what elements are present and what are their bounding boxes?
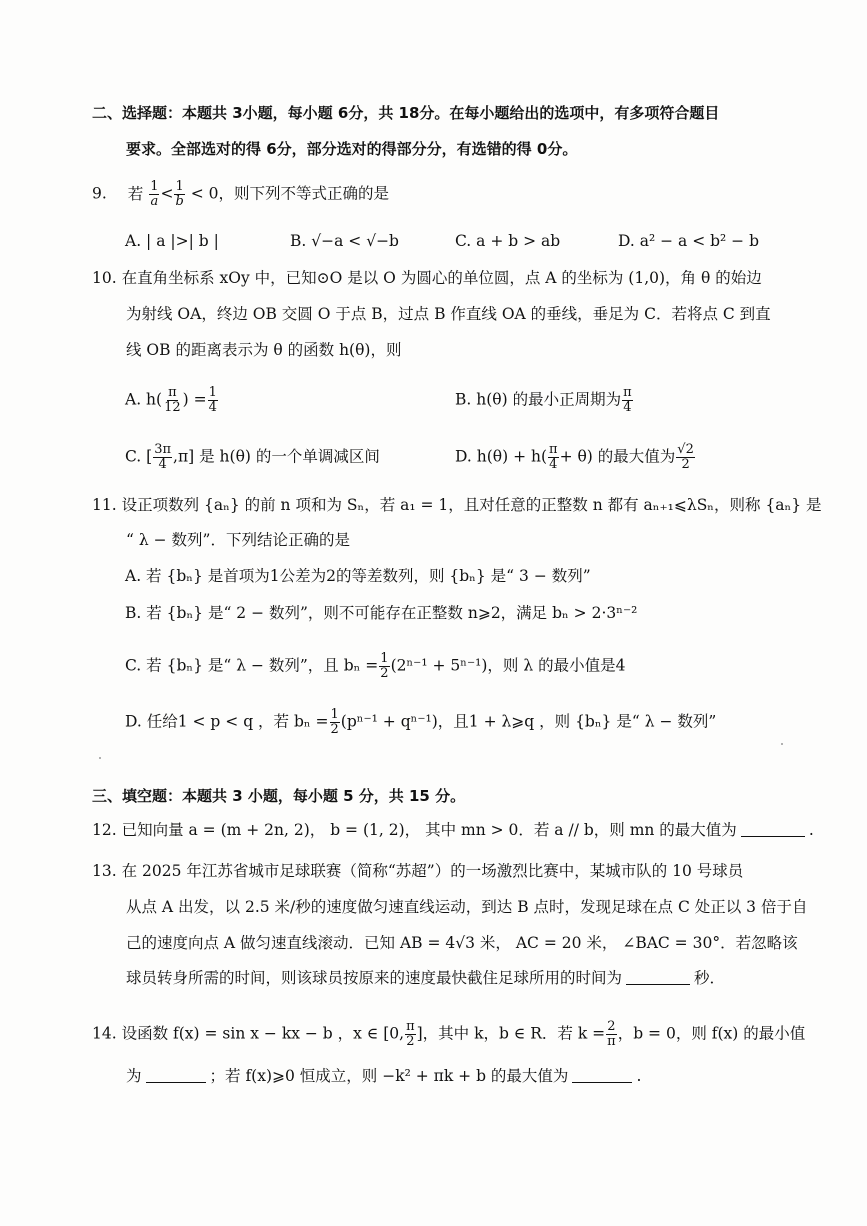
question-11-line-1: 11. 设正项数列 {aₙ} 的前 n 项和为 Sₙ，若 a₁ = 1，且对任意的正整数 n 都有 aₙ₊₁⩽λSₙ，则称 {aₙ} 是 — [92, 496, 822, 514]
section2-heading: 二、选择题：本题共 3小题，每小题 6分，共 18分。在每小题给出的选项中，有多项符合题目 — [92, 104, 720, 122]
question-10-line-1: 10. 在直角坐标系 xOy 中，已知⊙O 是以 O 为圆心的单位圆，点 A 的坐标为 (1,0)，角 θ 的始边 — [92, 269, 762, 287]
question-11-option-b: B. 若 {bₙ} 是“ 2 − 数列”，则不可能存在正整数 n⩾2，满足 bₙ > 2·3ⁿ⁻² — [125, 604, 638, 622]
question-13-line-3: 己的速度向点 A 做匀速直线滚动．已知 AB = 4√3 米， AC = 20 米， ∠BAC = 30°．若忽略该 — [126, 934, 798, 952]
section3-heading: 三、填空题：本题共 3 小题，每小题 5 分，共 15 分。 — [92, 787, 466, 805]
question-11-option-a: A. 若 {bₙ} 是首项为1公差为2的等差数列，则 {bₙ} 是“ 3 − 数列” — [125, 567, 591, 585]
question-9-option-a: A. | a |>| b | — [125, 232, 219, 250]
question-9-option-c: C. a + b > ab — [455, 232, 561, 250]
question-10-option-b: B. h(θ) 的最小正周期为 $\frac{\pi}{4}$ — [455, 385, 632, 415]
question-14-line-2: 为 ；若 f(x)⩾0 恒成立，则 −k² + πk + b 的最大值为 . — [126, 1067, 642, 1085]
answer-blank — [741, 822, 805, 837]
question-9-option-b: B. √−a < √−b — [290, 232, 399, 250]
answer-blank — [572, 1068, 632, 1083]
question-10-option-a: A. h( $\frac{\pi}{12}$ ) = $\frac{1}{4}$ — [125, 385, 217, 415]
question-11-option-c: C. 若 {bₙ} 是“ λ − 数列”，且 bₙ = $\frac{1}{2}$ (2ⁿ⁻¹ + 5ⁿ⁻¹)，则 λ 的最小值是4 — [125, 651, 626, 681]
question-13-line-1: 13. 在 2025 年江苏省城市足球联赛（简称“苏超”）的一场激烈比赛中，某城市队的 10 号球员 — [92, 862, 744, 880]
question-14-line-1: 14. 设函数 f(x) = sin x − kx − b ，x ∈ [0, $\frac{\pi}{2}$ ]，其中 k，b ∈ R．若 k = $\frac{2}{\pi}$ ，b = 0，则 f(x) 的最小值 — [92, 1019, 806, 1049]
answer-blank — [626, 970, 690, 985]
question-10-option-d: D. h(θ) + h( $\frac{\pi}{4}$ + θ) 的最大值为 $\frac{√2}{2}$ — [455, 442, 694, 472]
question-10-line-3: 线 OB 的距离表示为 θ 的函数 h(θ)，则 — [126, 341, 402, 359]
question-13-line-2: 从点 A 出发，以 2.5 米/秒的速度做匀速直线运动，到达 B 点时，发现足球在点 C 处正以 3 倍于自 — [126, 898, 808, 916]
fraction: $\frac{1}{b}$ — [175, 179, 184, 209]
question-10-line-2: 为射线 OA，终边 OB 交圆 O 于点 B，过点 B 作直线 OA 的垂线，垂足为 C．若将点 C 到直 — [126, 305, 771, 323]
scan-speck — [99, 757, 101, 759]
answer-blank — [146, 1068, 206, 1083]
question-11-option-d: D. 任给1 < p < q ，若 bₙ = $\frac{1}{2}$ (pⁿ⁻¹ + qⁿ⁻¹)，且1 + λ⩾q ，则 {bₙ} 是“ λ − 数列” — [125, 707, 717, 737]
question-9-option-d: D. a² − a < b² − b — [618, 232, 760, 250]
section2-instructions: 要求。全部选对的得 6分，部分选对的得部分分，有选错的得 0分。 — [126, 140, 578, 158]
question-9-stem: 9. 若 $\frac{1}{a}$ < $\frac{1}{b}$ < 0，则下列不等式正确的是 — [92, 179, 390, 209]
question-13-line-4: 球员转身所需的时间，则该球员按原来的速度最快截住足球所用的时间为 秒． — [126, 969, 726, 987]
fraction: $\frac{1}{a}$ — [150, 179, 159, 209]
question-10-option-c: C. [ $\frac{3\pi}{4}$ ,π] 是 h(θ) 的一个单调减区间 — [125, 442, 380, 472]
question-11-line-2: “ λ − 数列”．下列结论正确的是 — [126, 531, 350, 549]
question-12: 12. 已知向量 a = (m + 2n, 2)， b = (1, 2)， 其中 mn > 0．若 a // b，则 mn 的最大值为 . — [92, 821, 814, 839]
scan-speck — [781, 743, 783, 745]
